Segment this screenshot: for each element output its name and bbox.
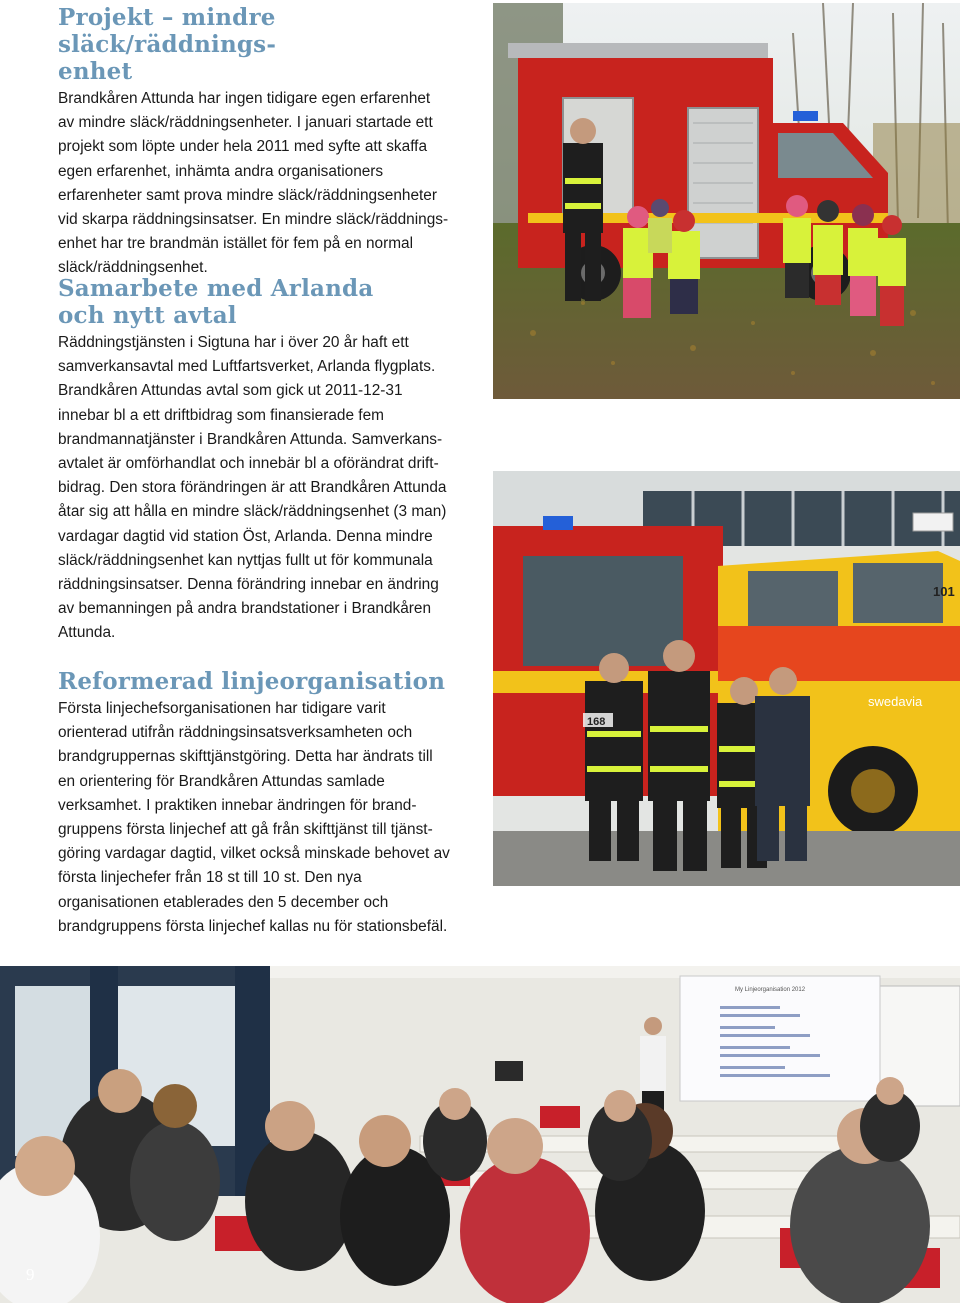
truck-logo: swedavia [868, 694, 923, 709]
section-linjeorganisation [58, 668, 474, 939]
section-body: Räddningstjänsten i Sigtuna har i över 20 år haft ett samverkansavtal med Luftfartsverket, Arlanda flygplats. Brandkåren Attundas avtal som gick ut 2011-12-31 innebar bl a ett driftbidrag som finansierade fem brandmannatjänster i Brandkåren Attunda. Samverkans- avtalet är omförhandlat och innebär bl a oförändrat drift- bidrag. Den stora förändringen är att Brandkåren Attunda åtar sig att hålla en mindre släck/räddningsenhet (3 man) vardagar dagtid vid station Öst, Arlanda. Denna mindre släck/räddningsenhet kan nyttjas fullt ut för kommunala räddningsinsatser. Denna förändring innebar en ändring av bemanningen på andra brandstationer i Brandkåren Attunda. [58, 334, 447, 642]
truck-number: 101 [933, 584, 955, 599]
section-projekt [58, 4, 474, 281]
slide-title: My Linjeorganisation 2012 [735, 987, 806, 993]
page-number: 9 [26, 1265, 35, 1284]
photo-meeting-room [0, 966, 960, 1303]
section-heading: Samarbete med Arlanda och nytt avtal [58, 275, 374, 329]
section-body: Första linjechefsorganisationen har tidigare varit orienterad utifrån räddningsinsatsverksamheten och brandgruppernas skifttjänstgöring. Detta har ändrats till en orientering för Brandkåren Attundas samlade verksamhet. I praktiken innebar ändringen för brand- gruppens första linjechef att gå från skifttjänst till tjänst- göring vardagar dagtid, vilket också minskade behovet av första linjechefer från 18 st till 10 st. Den nya organisationen etablerades den 5 december och brandgruppens första linjechef kallas nu för stationsbefäl. [58, 700, 450, 935]
section-heading: Projekt – mindre släck/räddnings- enhet [58, 4, 277, 85]
photo-firefighters-trucks [493, 471, 960, 886]
section-arlanda [58, 275, 474, 646]
photo-children-fire-truck [493, 3, 960, 399]
section-heading: Reformerad linjeorganisation [58, 668, 446, 695]
section-body: Brandkåren Attunda har ingen tidigare egen erfarenhet av mindre släck/räddningsenheter. I januari startade ett projekt som löpte under hela 2011 med syfte att skaffa egen erfarenhet, inhämta andra organisationers erfarenheter samt prova mindre släck/räddningsenheter vid skarpa räddningsinsatser. En mindre släck/räddnings- enhet har tre brandmän istället för fem på en normal släck/räddningsenhet. [58, 90, 449, 277]
vehicle-number: 168 [587, 716, 606, 728]
